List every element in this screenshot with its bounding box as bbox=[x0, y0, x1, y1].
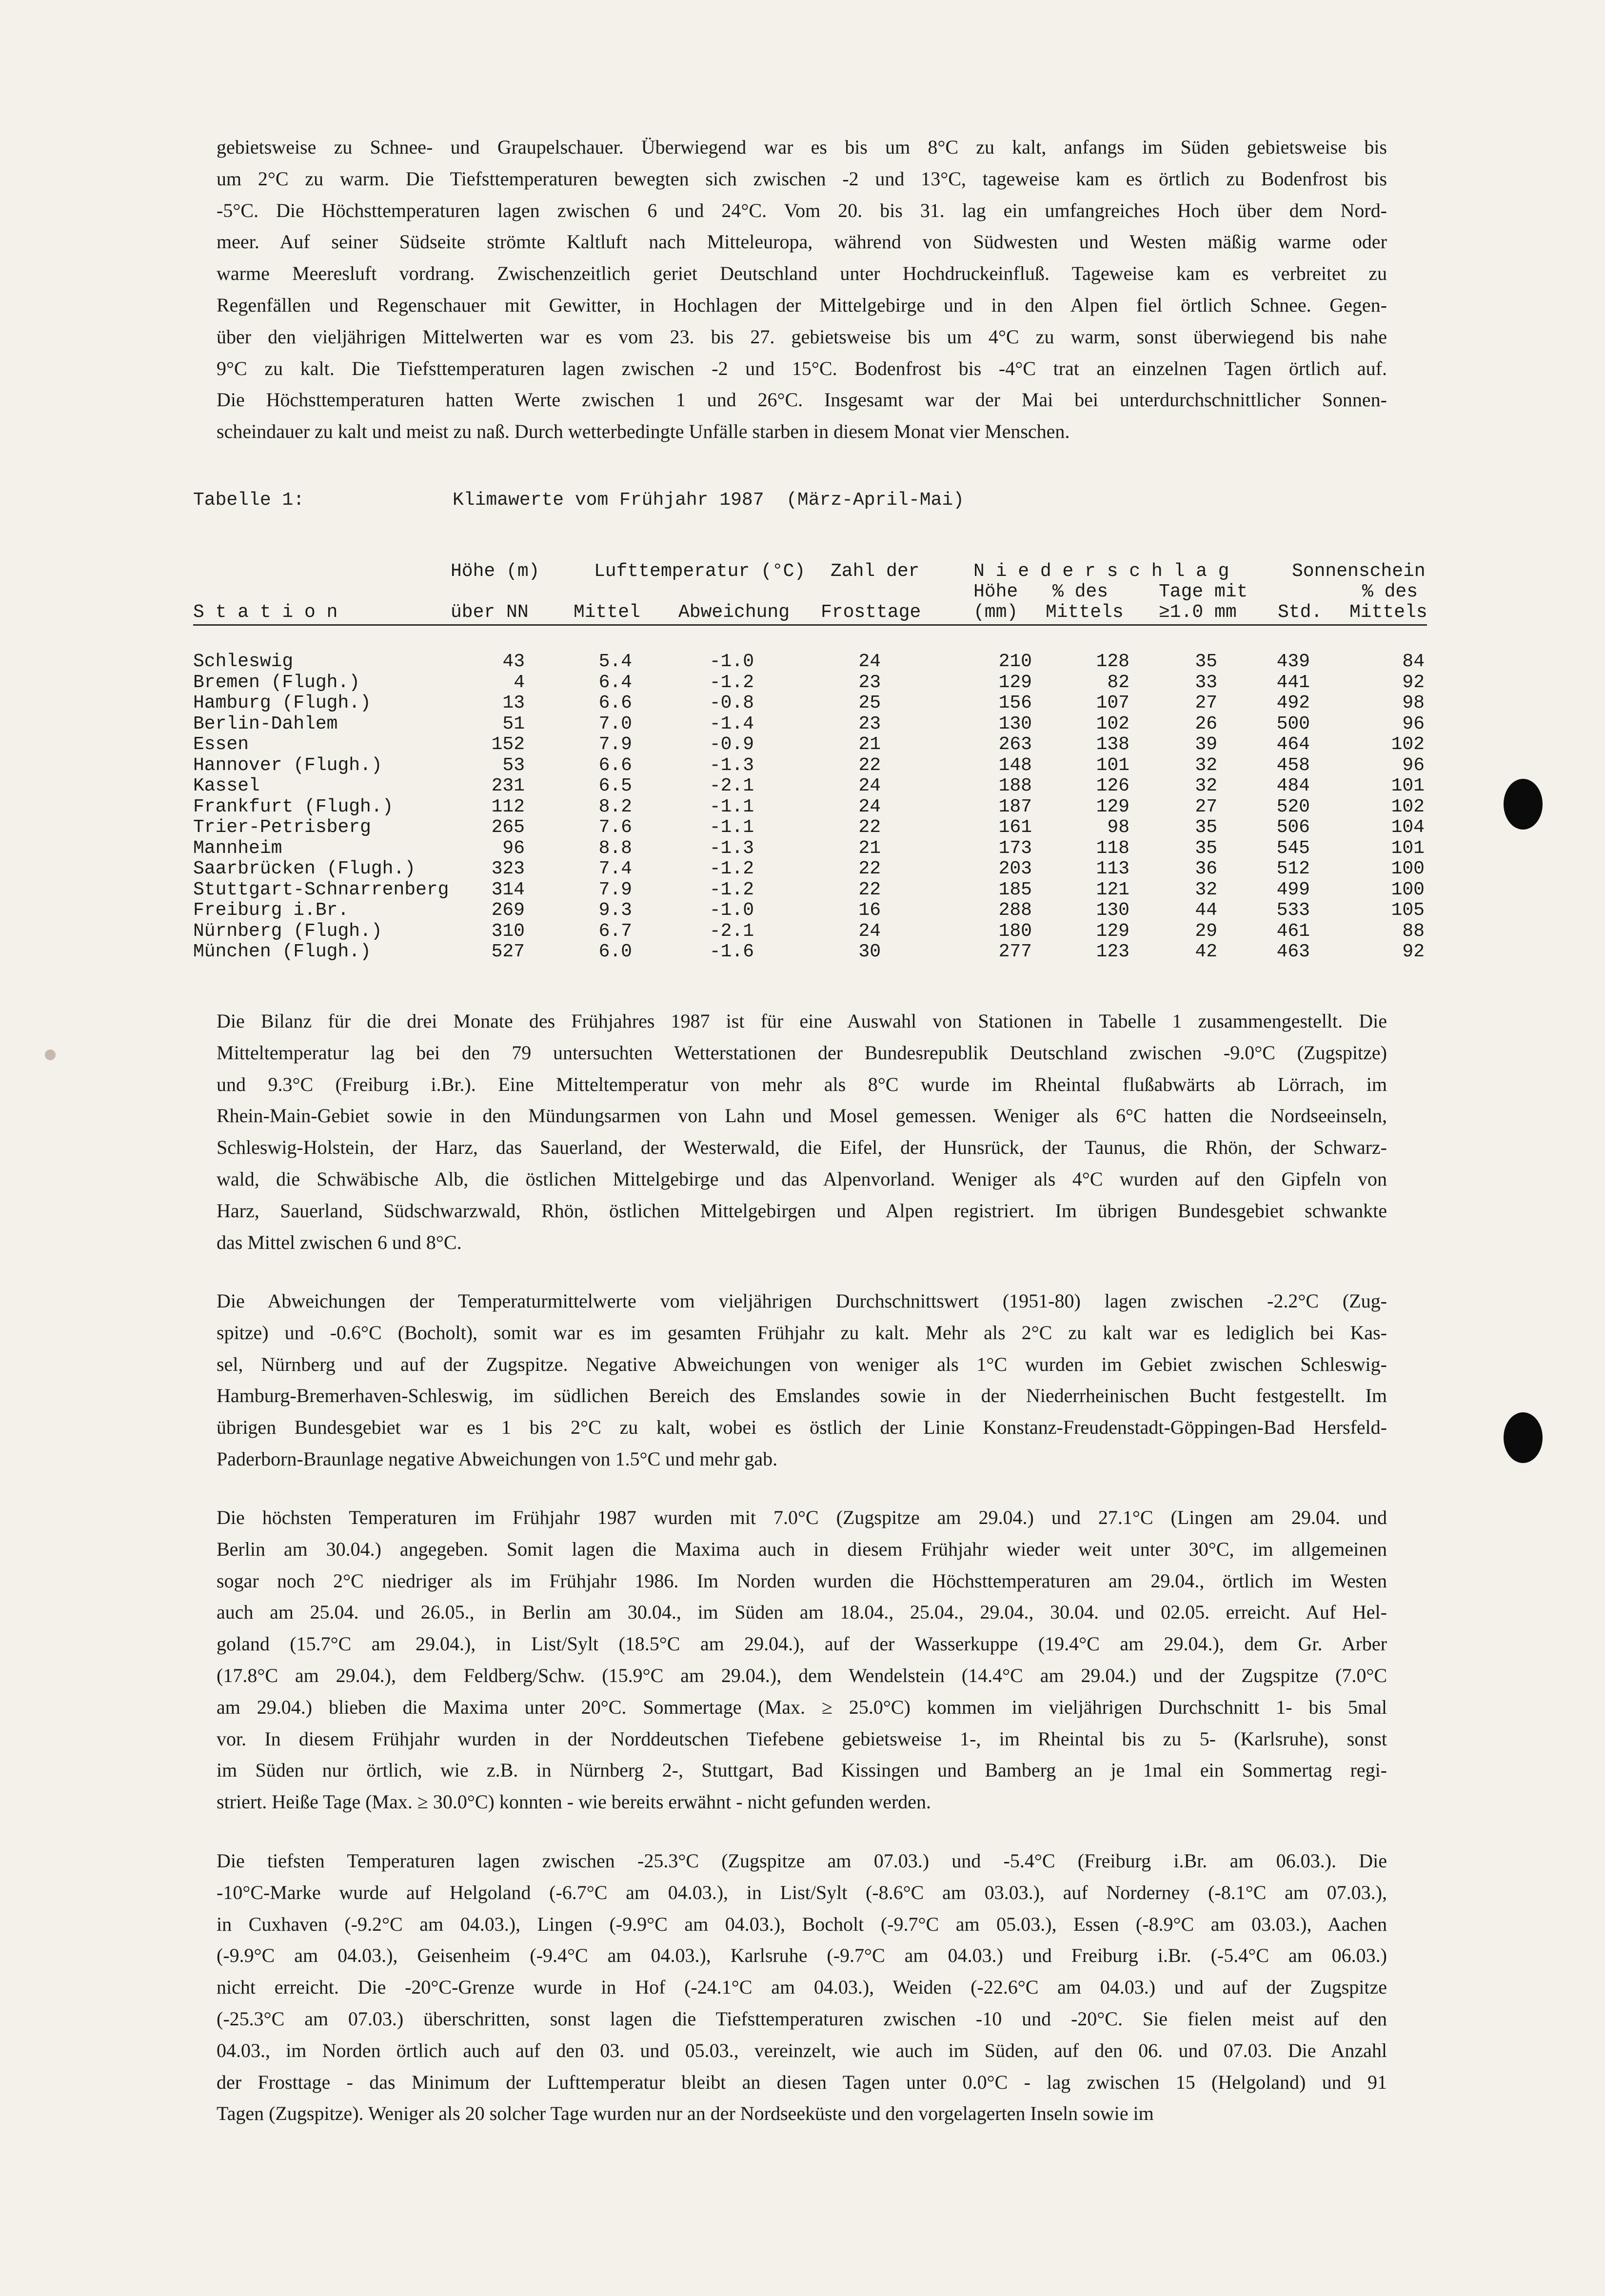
cell-mittel: 8.8 bbox=[598, 837, 632, 859]
cell-frosttage: 24 bbox=[858, 796, 881, 817]
cell-hoehe: 152 bbox=[491, 734, 525, 755]
cell-sonne-std: 545 bbox=[1276, 837, 1310, 859]
cell-hoehe: 314 bbox=[491, 879, 525, 900]
cell-nied-pct: 121 bbox=[1096, 879, 1129, 900]
cell-nied-hoehe: 148 bbox=[998, 754, 1032, 776]
paragraph-line: Die Bilanz für die drei Monate des Frühjahres 1987 ist für eine Auswahl von Stationen in Tabelle 1 zusammengestellt. Die bbox=[217, 1010, 1387, 1032]
header-nied-pct-2: Mittels bbox=[1046, 602, 1124, 623]
cell-sonne-pct: 96 bbox=[1402, 713, 1425, 734]
table-row bbox=[193, 817, 1427, 838]
cell-sonne-pct: 92 bbox=[1402, 941, 1425, 962]
cell-station: Nürnberg (Flugh.) bbox=[193, 920, 382, 942]
paragraph-line: (17.8°C am 29.04.), dem Feldberg/Schw. (15.9°C am 29.04.), dem Wendelstein (14.4°C am 29.04.) und der Zugspitze (7.0°C bbox=[217, 1664, 1387, 1686]
cell-frosttage: 23 bbox=[858, 672, 881, 693]
cell-nied-pct: 118 bbox=[1096, 837, 1129, 859]
cell-hoehe: 310 bbox=[491, 920, 525, 942]
paragraph-hoechste bbox=[217, 1502, 1387, 1818]
header-nied-hoehe-1: Höhe bbox=[973, 581, 1018, 602]
cell-sonne-pct: 92 bbox=[1402, 672, 1425, 693]
cell-abweichung: -1.2 bbox=[709, 879, 754, 900]
cell-sonne-std: 458 bbox=[1276, 754, 1310, 776]
cell-sonne-pct: 102 bbox=[1391, 796, 1425, 817]
paragraph-line: sel, Nürnberg und auf der Zugspitze. Negative Abweichungen von weniger als 1°C wurden im Gebiet zwischen Schleswig- bbox=[217, 1353, 1387, 1375]
cell-abweichung: -1.4 bbox=[709, 713, 754, 734]
cell-nied-hoehe: 187 bbox=[998, 796, 1032, 817]
paragraph-line: striert. Heiße Tage (Max. ≥ 30.0°C) konnten - wie bereits erwähnt - nicht gefunden werden. bbox=[217, 1791, 931, 1813]
table-row bbox=[193, 734, 1427, 755]
cell-nied-tage: 42 bbox=[1195, 941, 1217, 962]
cell-frosttage: 22 bbox=[858, 879, 881, 900]
cell-frosttage: 16 bbox=[858, 900, 881, 921]
cell-nied-pct: 126 bbox=[1096, 775, 1129, 796]
table-row bbox=[193, 775, 1427, 796]
cell-nied-hoehe: 130 bbox=[998, 713, 1032, 734]
header-nied-tage-2: ≥1.0 mm bbox=[1159, 602, 1237, 623]
paragraph-line: wald, die Schwäbische Alb, die östlichen Mittelgebirge und das Alpenvorland. Weniger als 4°C wurden auf den Gipfeln von bbox=[217, 1168, 1387, 1190]
cell-station: Mannheim bbox=[193, 837, 282, 859]
cell-mittel: 9.3 bbox=[598, 900, 632, 921]
cell-nied-tage: 39 bbox=[1195, 734, 1217, 755]
paragraph-line: Harz, Sauerland, Südschwarzwald, Rhön, östlichen Mittelgebirgen und Alpen registriert. Im übrigen Bundesgebiet schwankte bbox=[217, 1199, 1387, 1222]
paragraph-abweichungen bbox=[217, 1286, 1387, 1475]
cell-sonne-pct: 101 bbox=[1391, 837, 1425, 859]
cell-hoehe: 323 bbox=[491, 858, 525, 879]
paragraph-line: der Frosttage - das Minimum der Lufttemperatur bleibt an diesen Tagen unter 0.0°C - lag zwischen 15 (Helgoland) und 91 bbox=[217, 2071, 1387, 2093]
header-sonne-pct-1: % des bbox=[1362, 581, 1418, 602]
cell-nied-pct: 128 bbox=[1096, 651, 1129, 672]
cell-nied-pct: 138 bbox=[1096, 734, 1129, 755]
cell-nied-pct: 129 bbox=[1096, 796, 1129, 817]
cell-nied-tage: 35 bbox=[1195, 837, 1217, 859]
cell-sonne-std: 441 bbox=[1276, 672, 1310, 693]
paragraph-line: am 29.04.) blieben die Maxima unter 20°C. Sommertage (Max. ≥ 25.0°C) kommen im vieljährigen Durchschnitt 1- bis 5mal bbox=[217, 1696, 1387, 1718]
cell-nied-tage: 27 bbox=[1195, 796, 1217, 817]
paragraph-line: Berlin am 30.04.) angegeben. Somit lagen die Maxima auch in diesem Frühjahr wieder weit unter 30°C, im allgemeinen bbox=[217, 1538, 1387, 1560]
cell-nied-pct: 101 bbox=[1096, 754, 1129, 776]
cell-nied-tage: 35 bbox=[1195, 817, 1217, 838]
cell-station: Frankfurt (Flugh.) bbox=[193, 796, 394, 817]
paragraph-line: sogar noch 2°C niedriger als im Frühjahr 1986. Im Norden wurden die Höchsttemperaturen am 29.04., örtlich im Westen bbox=[217, 1569, 1387, 1592]
header-niederschlag: N i e d e r s c h l a g bbox=[973, 561, 1229, 582]
cell-abweichung: -1.6 bbox=[709, 941, 754, 962]
cell-mittel: 7.9 bbox=[598, 879, 632, 900]
cell-sonne-std: 533 bbox=[1276, 900, 1310, 921]
paragraph-line: Hamburg-Bremerhaven-Schleswig, im südlichen Bereich des Emslandes sowie in der Niederrheinischen Bucht festgestellt. Im bbox=[217, 1385, 1387, 1407]
cell-frosttage: 21 bbox=[858, 734, 881, 755]
paragraph-line: über den vieljährigen Mittelwerten war es vom 23. bis 27. gebietsweise bis um 4°C zu warm, sonst überwiegend bis nahe bbox=[217, 325, 1387, 348]
cell-sonne-std: 463 bbox=[1276, 941, 1310, 962]
paragraph-line: das Mittel zwischen 6 und 8°C. bbox=[217, 1231, 462, 1253]
paragraph-line: Regenfällen und Regenschauer mit Gewitter, in Hochlagen der Mittelgebirge und in den Alpen fiel örtlich Schnee. Gegen- bbox=[217, 294, 1387, 316]
cell-sonne-std: 506 bbox=[1276, 817, 1310, 838]
cell-sonne-pct: 100 bbox=[1391, 858, 1425, 879]
cell-sonne-std: 520 bbox=[1276, 796, 1310, 817]
table-header-rule bbox=[193, 624, 1427, 626]
paragraph-line: übrigen Bundesgebiet war es 1 bis 2°C zu kalt, wobei es östlich der Linie Konstanz-Freudenstadt-Göppingen-Bad Hersfeld- bbox=[217, 1416, 1387, 1439]
cell-sonne-std: 492 bbox=[1276, 693, 1310, 713]
header-frosttage: Frosttage bbox=[821, 602, 921, 623]
cell-station: Schleswig bbox=[193, 651, 294, 672]
table-row bbox=[193, 838, 1427, 859]
paragraph-line: 04.03., im Norden örtlich auch auf den 03. und 05.03., vereinzelt, wie auch im Süden, auf den 06. und 07.03. Die Anzahl bbox=[217, 2039, 1387, 2061]
table-row bbox=[193, 858, 1427, 879]
cell-nied-hoehe: 277 bbox=[998, 941, 1032, 962]
cell-mittel: 6.6 bbox=[598, 693, 632, 713]
cell-frosttage: 21 bbox=[858, 837, 881, 859]
paragraph-tiefste bbox=[217, 1845, 1387, 2130]
header-abweichung: Abweichung bbox=[678, 602, 790, 623]
header-sonne-std: Std. bbox=[1278, 602, 1323, 623]
cell-nied-tage: 35 bbox=[1195, 651, 1217, 672]
cell-sonne-pct: 88 bbox=[1402, 920, 1425, 942]
cell-nied-tage: 32 bbox=[1195, 879, 1217, 900]
header-nied-pct-1: % des bbox=[1052, 581, 1109, 602]
cell-station: Kassel bbox=[193, 775, 260, 796]
cell-mittel: 5.4 bbox=[598, 651, 632, 672]
cell-nied-pct: 129 bbox=[1096, 920, 1129, 942]
cell-abweichung: -1.0 bbox=[709, 651, 754, 672]
cell-mittel: 6.0 bbox=[598, 941, 632, 962]
cell-nied-hoehe: 156 bbox=[998, 693, 1032, 713]
paragraph-line: Die Abweichungen der Temperaturmittelwerte vom vieljährigen Durchschnittswert (1951-80) lagen zwischen -2.2°C (Zug- bbox=[217, 1290, 1387, 1312]
cell-station: Hamburg (Flugh.) bbox=[193, 693, 371, 713]
table-row bbox=[193, 713, 1427, 734]
paragraph-line: Die Höchsttemperaturen hatten Werte zwischen 1 und 26°C. Insgesamt war der Mai bei unterdurchschnittlicher Sonnen- bbox=[217, 389, 1387, 411]
paragraph-line: 9°C zu kalt. Die Tiefsttemperaturen lagen zwischen -2 und 15°C. Bodenfrost bis -4°C trat an einzelnen Tagen örtlich auf. bbox=[217, 357, 1387, 379]
header-hoehe-top: Höhe (m) bbox=[451, 561, 540, 582]
cell-nied-hoehe: 185 bbox=[998, 879, 1032, 900]
cell-frosttage: 23 bbox=[858, 713, 881, 734]
paragraph-line: vor. In diesem Frühjahr wurden in der Norddeutschen Tiefebene gebietsweise 1-, im Rheintal bis zu 5- (Karlsruhe), sonst bbox=[217, 1727, 1387, 1750]
table-row bbox=[193, 796, 1427, 817]
paragraph-line: und 9.3°C (Freiburg i.Br.). Eine Mitteltemperatur von mehr als 8°C wurde im Rheintal flußabwärts ab Lörrach, im bbox=[217, 1073, 1387, 1095]
paragraph-line: Paderborn-Braunlage negative Abweichungen von 1.5°C und mehr gab. bbox=[217, 1447, 778, 1470]
header-nied-hoehe-2: (mm) bbox=[973, 602, 1018, 623]
cell-sonne-std: 499 bbox=[1276, 879, 1310, 900]
cell-mittel: 6.4 bbox=[598, 672, 632, 693]
cell-mittel: 7.6 bbox=[598, 817, 632, 838]
paragraph-line: Schleswig-Holstein, der Harz, das Sauerland, der Westerwald, die Eifel, der Hunsrück, der Taunus, die Rhön, der Schwarz- bbox=[217, 1136, 1387, 1159]
cell-sonne-pct: 98 bbox=[1402, 693, 1425, 713]
cell-sonne-std: 464 bbox=[1276, 734, 1310, 755]
cell-sonne-pct: 104 bbox=[1391, 817, 1425, 838]
cell-mittel: 7.0 bbox=[598, 713, 632, 734]
cell-mittel: 8.2 bbox=[598, 796, 632, 817]
table-row bbox=[193, 921, 1427, 942]
cell-nied-hoehe: 288 bbox=[998, 900, 1032, 921]
cell-nied-hoehe: 161 bbox=[998, 817, 1032, 838]
cell-nied-tage: 27 bbox=[1195, 693, 1217, 713]
cell-hoehe: 53 bbox=[502, 754, 525, 776]
cell-abweichung: -0.9 bbox=[709, 734, 754, 755]
cell-sonne-pct: 84 bbox=[1402, 651, 1425, 672]
cell-abweichung: -0.8 bbox=[709, 693, 754, 713]
paragraph-line: goland (15.7°C am 29.04.), in List/Sylt (18.5°C am 29.04.), auf der Wasserkuppe (19.4°C am 29.04.), dem Gr. Arber bbox=[217, 1633, 1387, 1655]
table-row bbox=[193, 672, 1427, 693]
paragraph-line: (-25.3°C am 07.03.) überschritten, sonst lagen die Tiefsttemperaturen zwischen -10 und -20°C. Sie fielen meist auf den bbox=[217, 2007, 1387, 2030]
header-zahl-der: Zahl der bbox=[831, 561, 920, 582]
table-label: Tabelle 1: bbox=[193, 490, 305, 511]
cell-nied-hoehe: 263 bbox=[998, 734, 1032, 755]
cell-hoehe: 231 bbox=[491, 775, 525, 796]
cell-station: Hannover (Flugh.) bbox=[193, 754, 382, 776]
cell-nied-tage: 32 bbox=[1195, 775, 1217, 796]
table-row bbox=[193, 879, 1427, 900]
paragraph-line: scheindauer zu kalt und meist zu naß. Durch wetterbedingte Unfälle starben in diesem Monat vier Menschen. bbox=[217, 420, 1070, 443]
paper-speck bbox=[45, 1049, 56, 1060]
paragraph-line: -5°C. Die Höchsttemperaturen lagen zwischen 6 und 24°C. Vom 20. bis 31. lag ein umfangreiches Hoch über dem Nord- bbox=[217, 199, 1387, 221]
paragraph-line: spitze) und -0.6°C (Bocholt), somit war es im gesamten Frühjahr zu kalt. Mehr als 2°C zu kalt war es lediglich bei Kas- bbox=[217, 1321, 1387, 1344]
cell-station: Stuttgart-Schnarrenberg bbox=[193, 879, 449, 900]
paragraph-bilanz bbox=[217, 1006, 1387, 1258]
header-station: S t a t i o n bbox=[193, 602, 338, 623]
cell-nied-hoehe: 173 bbox=[998, 837, 1032, 859]
table-row bbox=[193, 693, 1427, 713]
cell-hoehe: 51 bbox=[502, 713, 525, 734]
paragraph-line: nicht erreicht. Die -20°C-Grenze wurde in Hof (-24.1°C am 04.03.), Weiden (-22.6°C am 04.03.) und auf der Zugspitze bbox=[217, 1976, 1387, 1999]
cell-nied-hoehe: 210 bbox=[998, 651, 1032, 672]
header-nied-tage-1: Tage mit bbox=[1159, 581, 1248, 602]
cell-station: Trier-Petrisberg bbox=[193, 817, 371, 838]
paragraph-line: im Süden nur örtlich, wie z.B. in Nürnberg 2-, Stuttgart, Bad Kissingen und Bamberg an je 1mal ein Sommertag regi- bbox=[217, 1759, 1387, 1781]
cell-station: München (Flugh.) bbox=[193, 941, 371, 962]
cell-abweichung: -2.1 bbox=[709, 775, 754, 796]
cell-frosttage: 22 bbox=[858, 858, 881, 879]
cell-sonne-pct: 101 bbox=[1391, 775, 1425, 796]
cell-nied-pct: 98 bbox=[1107, 817, 1129, 838]
cell-nied-pct: 102 bbox=[1096, 713, 1129, 734]
paragraph-line: Die tiefsten Temperaturen lagen zwischen -25.3°C (Zugspitze am 07.03.) und -5.4°C (Freiburg i.Br. am 06.03.). Die bbox=[217, 1850, 1387, 1872]
paragraph-line: -10°C-Marke wurde auf Helgoland (-6.7°C am 04.03.), in List/Sylt (-8.6°C am 03.03.), auf Norderney (-8.1°C am 07.03.), bbox=[217, 1881, 1387, 1903]
cell-abweichung: -1.3 bbox=[709, 837, 754, 859]
cell-nied-tage: 44 bbox=[1195, 900, 1217, 921]
paragraph-line: gebietsweise zu Schnee- und Graupelschauer. Überwiegend war es bis um 8°C zu kalt, anfangs im Süden gebietsweise bis bbox=[217, 136, 1387, 158]
punch-hole-top bbox=[1504, 779, 1543, 830]
header-sonne-pct-2: Mittels bbox=[1349, 602, 1427, 623]
cell-mittel: 6.6 bbox=[598, 754, 632, 776]
cell-nied-hoehe: 203 bbox=[998, 858, 1032, 879]
cell-mittel: 7.9 bbox=[598, 734, 632, 755]
cell-abweichung: -2.1 bbox=[709, 920, 754, 942]
cell-station: Essen bbox=[193, 734, 249, 755]
cell-station: Berlin-Dahlem bbox=[193, 713, 338, 734]
cell-abweichung: -1.3 bbox=[709, 754, 754, 776]
cell-sonne-pct: 102 bbox=[1391, 734, 1425, 755]
cell-nied-pct: 82 bbox=[1107, 672, 1129, 693]
cell-hoehe: 4 bbox=[514, 672, 525, 693]
paragraph-line: auch am 25.04. und 26.05., in Berlin am 30.04., im Süden am 18.04., 25.04., 29.04., 30.04. und 02.05. erreicht. Auf Hel- bbox=[217, 1601, 1387, 1623]
cell-hoehe: 13 bbox=[502, 693, 525, 713]
cell-nied-tage: 33 bbox=[1195, 672, 1217, 693]
cell-abweichung: -1.2 bbox=[709, 858, 754, 879]
header-mittel: Mittel bbox=[574, 602, 640, 623]
table-title: Klimawerte vom Frühjahr 1987 (März-April-Mai) bbox=[453, 490, 964, 511]
cell-station: Saarbrücken (Flugh.) bbox=[193, 858, 416, 879]
cell-sonne-std: 461 bbox=[1276, 920, 1310, 942]
paragraph-line: (-9.9°C am 04.03.), Geisenheim (-9.4°C am 04.03.), Karlsruhe (-9.7°C am 04.03.) und Freiburg i.Br. (-5.4°C am 06.03.) bbox=[217, 1944, 1387, 1967]
paragraph-line: Tagen (Zugspitze). Weniger als 20 solcher Tage wurden nur an der Nordseeküste und den vorgelagerten Inseln sowie im bbox=[217, 2102, 1154, 2125]
cell-abweichung: -1.2 bbox=[709, 672, 754, 693]
cell-nied-pct: 130 bbox=[1096, 900, 1129, 921]
cell-frosttage: 25 bbox=[858, 693, 881, 713]
paragraph-line: um 2°C zu warm. Die Tiefsttemperaturen bewegten sich zwischen -2 und 13°C, tageweise kam es örtlich zu Bodenfrost bis bbox=[217, 167, 1387, 190]
paragraph-line: warme Meeresluft vordrang. Zwischenzeitlich geriet Deutschland unter Hochdruckeinfluß. Tageweise kam es verbreitet zu bbox=[217, 262, 1387, 285]
paragraph-line: Rhein-Main-Gebiet sowie in den Mündungsarmen von Lahn und Mosel gemessen. Weniger als 6°C hatten die Nordseeinseln, bbox=[217, 1105, 1387, 1127]
cell-frosttage: 24 bbox=[858, 920, 881, 942]
cell-mittel: 6.5 bbox=[598, 775, 632, 796]
paragraph-line: in Cuxhaven (-9.2°C am 04.03.), Lingen (-9.9°C am 04.03.), Bocholt (-9.7°C am 05.03.), Essen (-8.9°C am 03.03.), Aachen bbox=[217, 1913, 1387, 1935]
cell-frosttage: 30 bbox=[858, 941, 881, 962]
cell-hoehe: 269 bbox=[491, 900, 525, 921]
cell-sonne-pct: 96 bbox=[1402, 754, 1425, 776]
cell-nied-tage: 29 bbox=[1195, 920, 1217, 942]
cell-hoehe: 96 bbox=[502, 837, 525, 859]
cell-hoehe: 112 bbox=[491, 796, 525, 817]
cell-nied-pct: 113 bbox=[1096, 858, 1129, 879]
cell-nied-tage: 26 bbox=[1195, 713, 1217, 734]
cell-nied-hoehe: 180 bbox=[998, 920, 1032, 942]
cell-nied-hoehe: 188 bbox=[998, 775, 1032, 796]
cell-nied-hoehe: 129 bbox=[998, 672, 1032, 693]
cell-abweichung: -1.1 bbox=[709, 796, 754, 817]
cell-hoehe: 265 bbox=[491, 817, 525, 838]
paragraph-intro bbox=[217, 132, 1387, 448]
cell-station: Bremen (Flugh.) bbox=[193, 672, 360, 693]
cell-frosttage: 24 bbox=[858, 775, 881, 796]
cell-sonne-pct: 100 bbox=[1391, 879, 1425, 900]
cell-nied-tage: 36 bbox=[1195, 858, 1217, 879]
cell-nied-pct: 107 bbox=[1096, 693, 1129, 713]
punch-hole-bottom bbox=[1504, 1412, 1543, 1463]
table-row bbox=[193, 651, 1427, 672]
cell-frosttage: 24 bbox=[858, 651, 881, 672]
paragraph-line: Die höchsten Temperaturen im Frühjahr 1987 wurden mit 7.0°C (Zugspitze am 29.04.) und 27.1°C (Lingen am 29.04. und bbox=[217, 1506, 1387, 1528]
cell-sonne-std: 484 bbox=[1276, 775, 1310, 796]
paragraph-line: Mitteltemperatur lag bei den 79 untersuchten Wetterstationen der Bundesrepublik Deutschland zwischen -9.0°C (Zugspitze) bbox=[217, 1041, 1387, 1064]
cell-station: Freiburg i.Br. bbox=[193, 900, 349, 921]
cell-sonne-pct: 105 bbox=[1391, 900, 1425, 921]
cell-sonne-std: 512 bbox=[1276, 858, 1310, 879]
cell-abweichung: -1.0 bbox=[709, 900, 754, 921]
cell-abweichung: -1.1 bbox=[709, 817, 754, 838]
cell-frosttage: 22 bbox=[858, 817, 881, 838]
cell-nied-tage: 32 bbox=[1195, 754, 1217, 776]
cell-hoehe: 43 bbox=[502, 651, 525, 672]
header-sonnenschein: Sonnenschein bbox=[1292, 561, 1426, 582]
header-ueber-nn: über NN bbox=[451, 602, 529, 623]
cell-sonne-std: 500 bbox=[1276, 713, 1310, 734]
cell-hoehe: 527 bbox=[491, 941, 525, 962]
header-lufttemperatur: Lufttemperatur (°C) bbox=[594, 561, 806, 582]
table-row bbox=[193, 755, 1427, 776]
table-row bbox=[193, 900, 1427, 921]
cell-sonne-std: 439 bbox=[1276, 651, 1310, 672]
cell-frosttage: 22 bbox=[858, 754, 881, 776]
paragraph-line: meer. Auf seiner Südseite strömte Kaltluft nach Mitteleuropa, während von Südwesten und Westen mäßig warme oder bbox=[217, 231, 1387, 253]
cell-nied-pct: 123 bbox=[1096, 941, 1129, 962]
cell-mittel: 6.7 bbox=[598, 920, 632, 942]
table-row bbox=[193, 941, 1427, 962]
cell-mittel: 7.4 bbox=[598, 858, 632, 879]
